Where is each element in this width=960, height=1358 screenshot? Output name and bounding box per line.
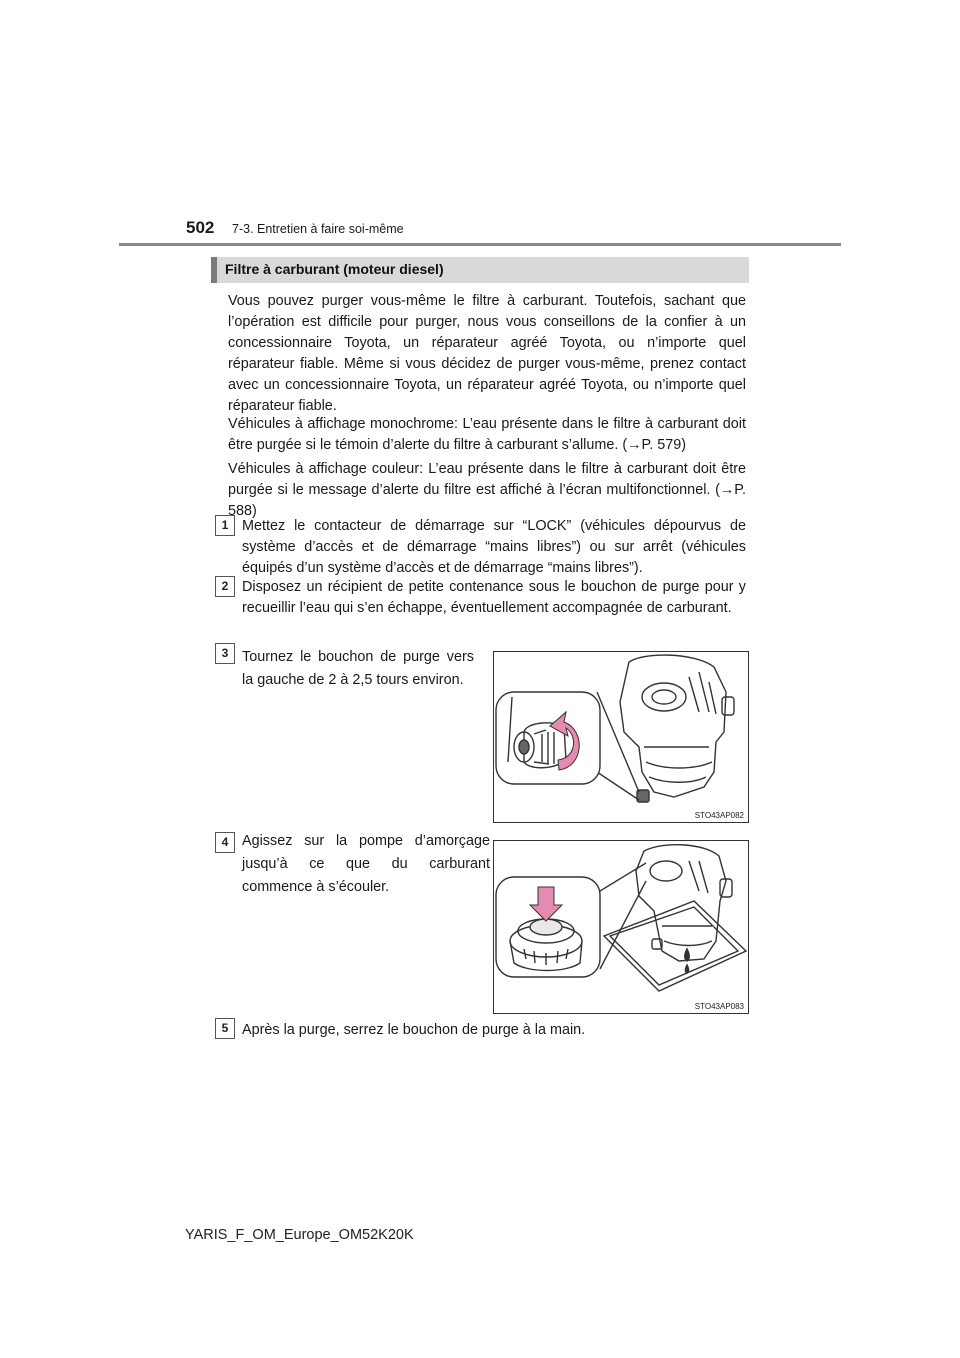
monochrome-paragraph: Véhicules à affichage monochrome: L’eau présente dans le filtre à carburant doit être purgée si le témoin d’alerte du filtre à carburant s’allume. (→P. 579)	[228, 416, 746, 453]
page-number: 502	[186, 218, 215, 237]
step-4-badge: 4	[215, 832, 235, 853]
step-3-badge: 3	[215, 643, 235, 664]
step-4-text: Agissez sur la pompe d’amorçage jusqu’à ce que du carburant commence à s’écouler.	[242, 833, 490, 895]
step-1-text: Mettez le contacteur de démarrage sur “LOCK” (véhicules dépourvus de système d’accès et de démarrage “mains libres”) ou sur arrêt (véhicules équipés d’un système d’accès et de démarrage “mains libres”).	[242, 518, 746, 576]
document-id: YARIS_F_OM_Europe_OM52K20K	[185, 1227, 414, 1243]
step-5-badge: 5	[215, 1018, 235, 1039]
step-2-badge: 2	[215, 576, 235, 597]
figure-drain-plug	[493, 651, 749, 823]
section-title: 7-3. Entretien à faire soi-même	[232, 222, 404, 236]
priming-pump-illustration	[494, 841, 748, 1013]
section-heading	[211, 257, 749, 283]
step-3-text: Tournez le bouchon de purge vers la gauche de 2 à 2,5 tours environ.	[242, 649, 474, 688]
section-heading-text: Filtre à carburant (moteur diesel)	[225, 261, 444, 277]
step-1-badge: 1	[215, 515, 235, 536]
step-2-text: Disposez un récipient de petite contenance sous le bouchon de purge pour y recueillir l’eau qui s’en échappe, éventuellement accompagnée de carburant.	[242, 579, 746, 616]
header-rule	[119, 243, 841, 246]
figure-1-code: STO43AP082	[694, 811, 744, 820]
color-display-paragraph: Véhicules à affichage couleur: L’eau présente dans le filtre à carburant doit être purgée si le message d’alerte du filtre est affiché à l’écran multifonctionnel. (→P. 588)	[228, 461, 746, 519]
drain-plug-illustration	[494, 652, 748, 822]
figure-priming-pump	[493, 840, 749, 1014]
intro-paragraph: Vous pouvez purger vous-même le filtre à carburant. Toutefois, sachant que l’opération est difficile pour purger, nous vous conseillons de la confier à un concessionnaire Toyota, un réparateur agréé Toyota, ou n’importe quel réparateur fiable. Même si vous décidez de purger vous-même, prenez contact avec un concessionnaire Toyota, un réparateur agréé Toyota, ou n’importe quel réparateur fiable.	[228, 293, 746, 414]
step-5-text: Après la purge, serrez le bouchon de purge à la main.	[242, 1022, 586, 1038]
figure-2-code: STO43AP083	[694, 1002, 744, 1011]
